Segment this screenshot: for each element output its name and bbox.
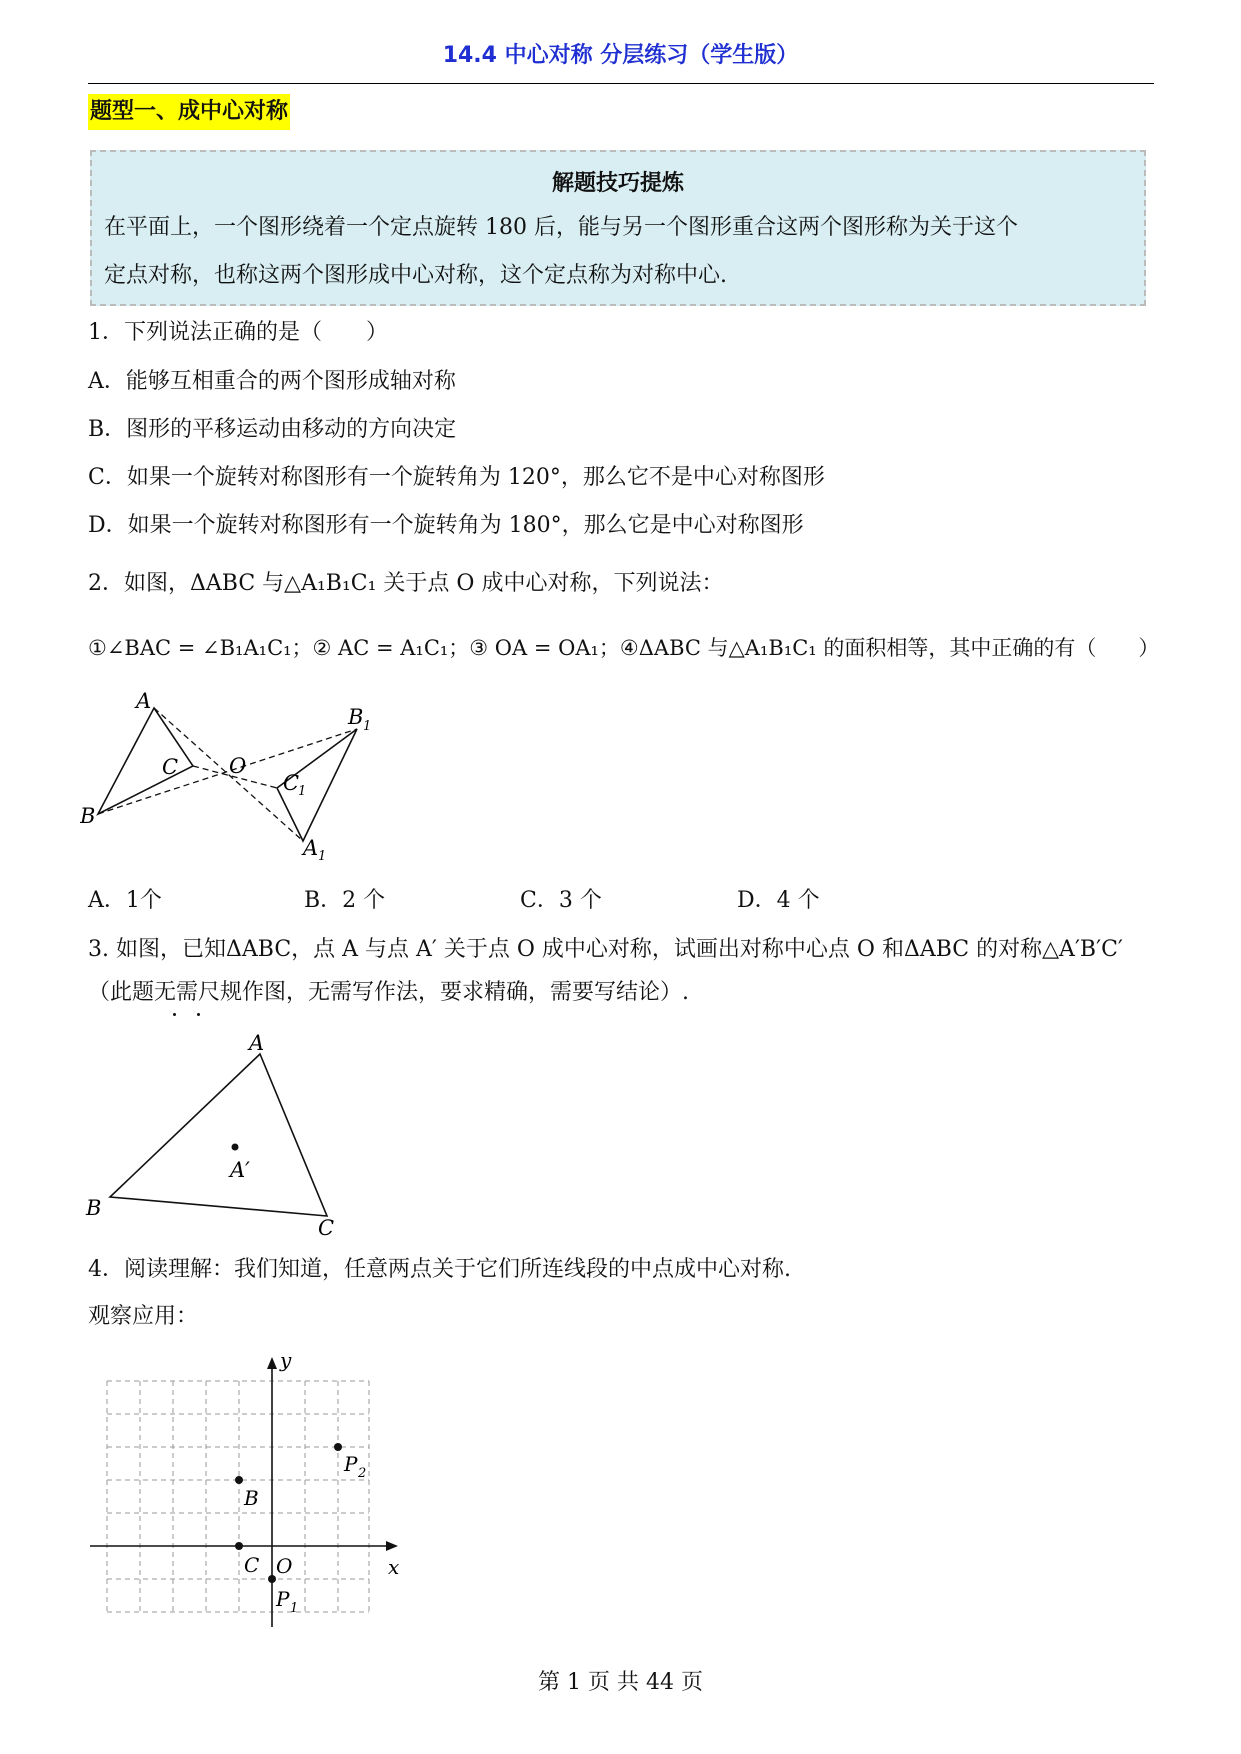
label-a1: A [303,836,319,860]
point-p2 [334,1443,342,1451]
q1-option-c: C．如果一个旋转对称图形有一个旋转角为 120°，那么它不是中心对称图形 [88,465,825,490]
label-p2: P [344,1452,358,1476]
q2-statements: ①∠BAC = ∠B₁A₁C₁；② AC = A₁C₁；③ OA = OA₁；④ΔABC 与△A₁B₁C₁ 的面积相等，其中正确的有（ ） [88,636,1160,660]
page-title: 14.4 中心对称 分层练习（学生版） [442,43,799,68]
q1-option-a: A．能够互相重合的两个图形成轴对称 [88,369,456,394]
label-b: B [80,804,96,828]
q2-option-a: A．1个 [88,888,162,913]
q2-option-b: B．2 个 [304,888,386,913]
section-heading: 题型一、成中心对称 [88,94,290,130]
label-a: A [249,1031,265,1055]
tips-title: 解题技巧提炼 [551,171,684,196]
label-b1: B [348,705,364,729]
page-footer: 第 1 页 共 44 页 [538,1670,703,1695]
label-p1: P [276,1587,290,1611]
label-c: C [244,1553,260,1577]
point-a-prime [232,1144,239,1151]
label-c1: C [283,771,300,795]
label-c: C [162,755,179,779]
q3-line-2: （此题无需尺规作图，无需写作法，要求精确，需要写结论）. [88,980,689,1005]
q3-figure [80,1020,360,1240]
q2-option-d: D．4 个 [737,888,820,913]
header-rule [88,83,1154,84]
q3-line-1: 3. 如图，已知ΔABC，点 A 与点 A′ 关于点 O 成中心对称，试画出对称中心点 O 和ΔABC 的对称△A′B′C′ [88,937,1123,962]
label-p2-sub: 2 [358,1466,367,1481]
label-b: B [244,1486,259,1510]
label-x-axis: x [388,1555,400,1579]
q1-stem: 1．下列说法正确的是（ ） [88,320,388,345]
tips-box [90,150,1146,306]
symmetry-dashed-lines [98,708,357,841]
q4-line-1: 4．阅读理解：我们知道，任意两点关于它们所连线段的中点成中心对称. [88,1257,791,1282]
tips-line-2: 定点对称，也称这两个图形成中心对称，这个定点称为对称中心. [104,263,727,288]
label-c1-sub: 1 [298,784,307,799]
label-b: B [86,1196,102,1220]
grid-lines [107,1381,369,1612]
triangle-abc [110,1054,327,1216]
q2-option-c: C．3 个 [520,888,602,913]
q2-options [0,883,1241,913]
point-c [235,1542,243,1550]
q1-option-d: D．如果一个旋转对称图形有一个旋转角为 180°，那么它是中心对称图形 [88,513,804,538]
q2-stem: 2．如图，ΔABC 与△A₁B₁C₁ 关于点 O 成中心对称，下列说法： [88,571,724,596]
point-p1 [268,1575,276,1583]
emphasis-dot [197,1013,200,1016]
q4-line-2: 观察应用： [88,1304,199,1329]
label-o: O [229,754,247,778]
label-a: A [136,690,152,713]
q2-figure [80,690,400,860]
q4-coordinate-grid [80,1345,410,1635]
label-origin: O [276,1554,293,1578]
label-y-axis: y [280,1348,292,1372]
label-a1-sub: 1 [318,849,327,860]
label-p1-sub: 1 [290,1601,299,1616]
emphasis-dot [173,1013,176,1016]
label-b1-sub: 1 [363,719,372,734]
label-c: C [318,1216,335,1240]
label-a-prime: A′ [230,1158,250,1182]
q1-option-b: B．图形的平移运动由移动的方向决定 [88,417,457,442]
tips-line-1: 在平面上，一个图形绕着一个定点旋转 180 后，能与另一个图形重合这两个图形称为关于这个 [104,215,1018,240]
point-b [235,1476,243,1484]
